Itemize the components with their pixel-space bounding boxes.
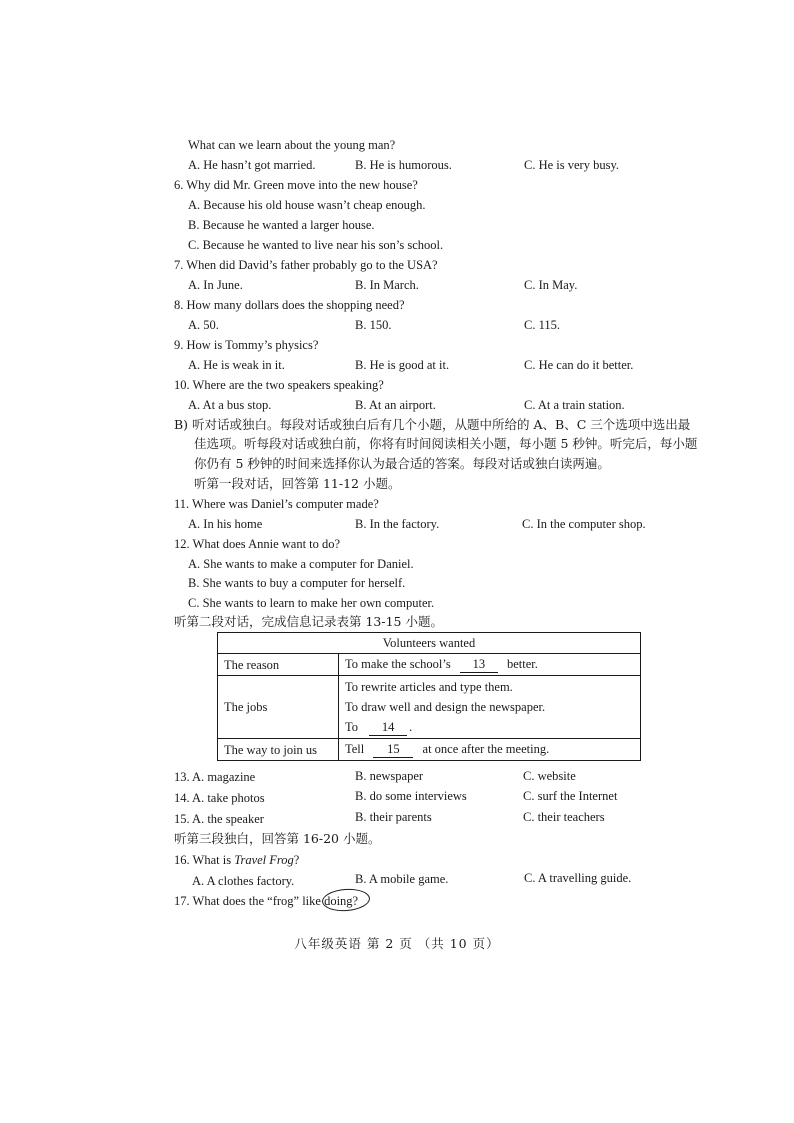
page-footer: 八年级英语 第 2 页 （共 10 页）	[294, 936, 500, 951]
reason-text-end: better.	[506, 657, 538, 671]
q13-option-a: 13. A. magazine	[174, 770, 256, 784]
q14-option-c: C. surf the Internet	[523, 789, 618, 803]
monologue3-intro: 听第三段独白，回答第 16-20 小题。	[174, 831, 381, 846]
q9-stem: 9. How is Tommy’s physics?	[174, 338, 319, 352]
q7-option-c: C. In May.	[524, 278, 578, 292]
q11-option-c: C. In the computer shop.	[522, 517, 646, 531]
q14-option-a: 14. A. take photos	[174, 791, 265, 805]
q6-stem: 6. Why did Mr. Green move into the new house?	[174, 178, 418, 192]
q9-option-a: A. He is weak in it.	[188, 358, 285, 372]
q6-option-b: B. Because he wanted a larger house.	[188, 218, 375, 232]
q9-option-c: C. He can do it better.	[524, 358, 634, 372]
reason-text: To make the school’s	[345, 657, 451, 671]
q6-option-c: C. Because he wanted to live near his son’s school.	[188, 238, 444, 252]
q7-stem: 7. When did David’s father probably go to the USA?	[174, 258, 438, 272]
way-text: Tell	[345, 742, 365, 756]
row-value-way	[339, 739, 641, 761]
row-label-way: The way to join us	[218, 739, 339, 761]
q12-stem: 12. What does Annie want to do?	[174, 537, 341, 551]
q11-option-b: B. In the factory.	[355, 517, 440, 531]
q8-option-b: B. 150.	[355, 318, 392, 332]
q12-option-a: A. She wants to make a computer for Daniel.	[188, 557, 414, 571]
q5-option-b: B. He is humorous.	[355, 158, 452, 172]
q15-option-a: 15. A. the speaker	[174, 812, 264, 826]
job-3-text: To	[345, 719, 359, 734]
volunteers-table	[217, 632, 641, 761]
q5-stem: What can we learn about the young man?	[188, 138, 396, 152]
section-b-instruction-line3: 你仍有 5 秒钟的时间来选择你认为最合适的答案。每段对话或独白读两遍。	[194, 456, 610, 471]
q15-option-c: C. their teachers	[523, 810, 605, 824]
q16-stem-title: Travel Frog	[234, 853, 294, 867]
q10-option-c: C. At a train station.	[524, 398, 625, 412]
q10-option-a: A. At a bus stop.	[188, 398, 272, 412]
q13-option-c: C. website	[523, 769, 576, 783]
q15-option-b: B. their parents	[355, 810, 432, 824]
section-b-instruction-line1: B) 听对话或独白。每段对话或独白后有几个小题，从题中所给的 A、B、C 三个选项中选出最	[174, 417, 691, 432]
row-value-reason	[339, 654, 641, 676]
q10-stem: 10. Where are the two speakers speaking?	[174, 378, 384, 392]
q6-option-a: A. Because his old house wasn’t cheap enough.	[188, 198, 426, 212]
table-title: Volunteers wanted	[218, 633, 641, 654]
blank-15[interactable]: 15	[373, 741, 413, 758]
q5-option-c: C. He is very busy.	[524, 158, 620, 172]
section-b-dialog1-intro: 听第一段对话，回答第 11-12 小题。	[194, 476, 401, 491]
job-1: To rewrite articles and type them.	[345, 679, 513, 694]
q16-option-c: C. A travelling guide.	[524, 871, 632, 885]
q16-stem-qmark: ?	[293, 853, 300, 867]
q11-option-a: A. In his home	[188, 517, 263, 531]
q12-option-c: C. She wants to learn to make her own computer.	[188, 596, 435, 610]
q7-option-a: A. In June.	[188, 278, 243, 292]
job-3-period: .	[409, 719, 413, 734]
q8-option-a: A. 50.	[188, 318, 219, 332]
job-3	[345, 719, 634, 736]
blank-14[interactable]: 14	[369, 719, 407, 736]
handwritten-circle-mark	[321, 887, 370, 912]
row-label-jobs: The jobs	[218, 676, 339, 739]
row-label-reason: The reason	[218, 654, 339, 676]
q14-option-b: B. do some interviews	[355, 789, 467, 803]
dialog2-intro: 听第二段对话，完成信息记录表第 13-15 小题。	[174, 614, 443, 629]
row-value-jobs	[339, 676, 641, 739]
q12-option-b: B. She wants to buy a computer for herself.	[188, 576, 406, 590]
q13-option-b: B. newspaper	[355, 769, 424, 783]
q10-option-b: B. At an airport.	[355, 398, 436, 412]
q9-option-b: B. He is good at it.	[355, 358, 450, 372]
q5-option-a: A. He hasn’t got married.	[188, 158, 316, 172]
q11-stem: 11. Where was Daniel’s computer made?	[174, 497, 379, 511]
q16-option-b: B. A mobile game.	[355, 872, 449, 886]
q7-option-b: B. In March.	[355, 278, 419, 292]
blank-13[interactable]: 13	[460, 656, 498, 673]
q17-stem: 17. What does the “frog” like doing?	[174, 894, 359, 908]
q16-stem	[174, 852, 299, 868]
job-2: To draw well and design the newspaper.	[345, 699, 546, 714]
section-b-instruction-line2: 佳选项。听每段对话或独白前，你将有时间阅读相关小题，每小题 5 秒钟。听完后，每小题	[194, 436, 698, 451]
way-text-end: at once after the meeting.	[422, 742, 550, 756]
q8-option-c: C. 115.	[524, 318, 560, 332]
q16-option-a: A. A clothes factory.	[192, 874, 295, 888]
q16-stem-text: 16. What is	[174, 853, 232, 867]
q8-stem: 8. How many dollars does the shopping need?	[174, 298, 405, 312]
